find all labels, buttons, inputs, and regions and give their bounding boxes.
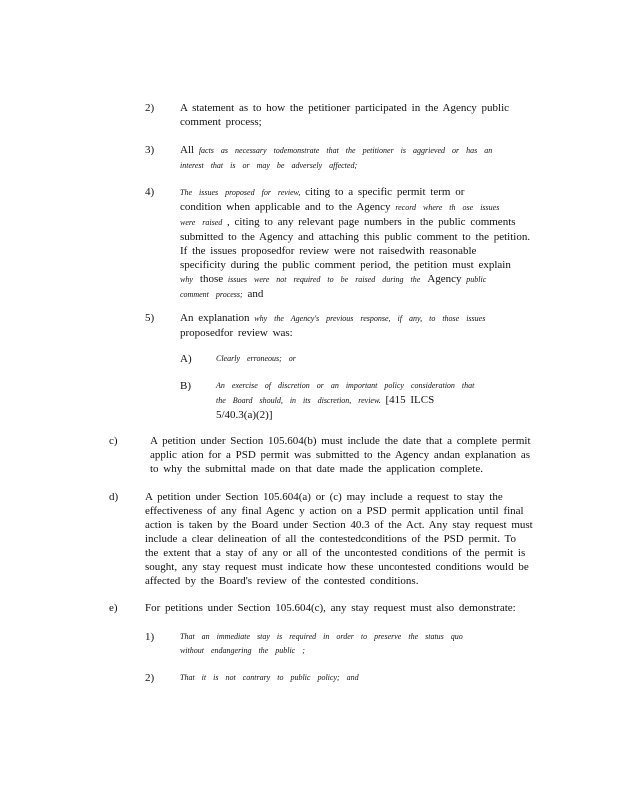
- text-line: proposedfor review was:: [180, 327, 293, 339]
- item-number: 1): [145, 631, 155, 643]
- text-span: An explanation: [180, 312, 255, 324]
- item-number: 3): [145, 144, 155, 156]
- text-line: effectiveness of any final Agenc y action on a PSD permit application until final: [145, 505, 524, 517]
- text-line: If the issues proposedfor review were not raisedwith reasonable: [180, 245, 477, 257]
- item-number: A): [180, 353, 192, 365]
- item-text: Clearly erroneous; or: [216, 354, 296, 363]
- text-line: [180, 215, 540, 230]
- text-span: [415 ILCS: [385, 394, 435, 406]
- text-line: [180, 272, 540, 287]
- text-line: the extent that a stay of any or all of the uncontested conditions of the permit is: [145, 547, 526, 559]
- text-line: [180, 287, 540, 302]
- item-text-rest: facts as necessary todemonstrate that the petitioner is aggrieved or has an interest that is or may be adversely affected;: [180, 146, 493, 170]
- text-line: action is taken by the Board under Section 40.3 of the Act. Any stay request must: [145, 519, 533, 531]
- item-number: 2): [145, 102, 155, 114]
- item-text: [180, 185, 540, 302]
- text-line: [180, 185, 540, 200]
- text-line: affected by the Board's review of the contested conditions.: [145, 575, 419, 587]
- item-text: [180, 143, 520, 173]
- text-line: specificity during the public comment period, the petition must explain: [180, 259, 511, 271]
- text-line: [216, 393, 546, 408]
- text-span: why: [180, 275, 200, 284]
- item-text: [180, 311, 540, 340]
- text-line: [180, 200, 540, 215]
- text-span: and: [242, 288, 264, 300]
- text-span: the Board should, in its discretion, review.: [216, 396, 381, 405]
- text-line: include a clear delineation of all the contestedconditions of the PSD permit. To: [145, 533, 516, 545]
- item-text: That it is not contrary to public policy; and: [180, 673, 359, 682]
- text-line: An exercise of discretion or an important policy consideration that: [216, 381, 475, 390]
- text-span: those: [199, 273, 228, 285]
- item-number: e): [109, 602, 118, 614]
- item-text: [216, 379, 546, 422]
- item-number: d): [109, 491, 119, 503]
- text-span: issues were not required to be raised during the: [227, 275, 428, 284]
- text-line: That an immediate stay is required in order to preserve the status quo: [180, 632, 463, 641]
- text-span: The issues proposed for review,: [180, 188, 301, 197]
- text-span: citing to a specific permit term or: [300, 186, 465, 198]
- text-line: 5/40.3(a)(2)]: [216, 409, 273, 421]
- text-span: comment process;: [180, 290, 243, 299]
- item-text: For petitions under Section 105.604(c), any stay request must also demonstrate:: [145, 602, 516, 614]
- item-number: c): [109, 435, 118, 447]
- item-number: 4): [145, 186, 155, 198]
- text-span: why the Agency's previous response, if any, to those issues: [254, 314, 486, 323]
- text-span: , citing to any relevant page numbers in the public comments: [222, 216, 516, 228]
- item-text-lead: All: [180, 144, 199, 156]
- text-line: A petition under Section 105.604(b) must include the date that a complete permit: [150, 435, 531, 447]
- item-text: A statement as to how the petitioner participated in the Agency public comment process;: [180, 102, 510, 128]
- item-number: B): [180, 380, 191, 392]
- item-text: [180, 630, 540, 658]
- text-line: sought, any stay request must indicate how these uncontested conditions would be: [145, 561, 529, 573]
- text-line: [180, 311, 540, 326]
- text-line: A petition under Section 105.604(a) or (c) may include a request to stay the: [145, 491, 503, 503]
- text-span: Agency: [427, 273, 467, 285]
- text-span: public: [466, 275, 487, 284]
- text-line: applic ation for a PSD permit was submitted to the Agency andan explanation as: [150, 449, 531, 461]
- text-line: without endangering the public ;: [180, 646, 305, 655]
- text-line: submitted to the Agency and attaching this public comment to the petition.: [180, 231, 531, 243]
- item-number: 2): [145, 672, 155, 684]
- item-text: [145, 490, 555, 588]
- item-text: [150, 434, 550, 476]
- text-span: condition when applicable and to the Agency: [180, 201, 396, 213]
- text-line: to why the submittal made on that date made the application complete.: [150, 463, 483, 475]
- item-number: 5): [145, 312, 155, 324]
- text-span: were raised: [180, 218, 223, 227]
- text-span: record where th ose issues: [395, 203, 500, 212]
